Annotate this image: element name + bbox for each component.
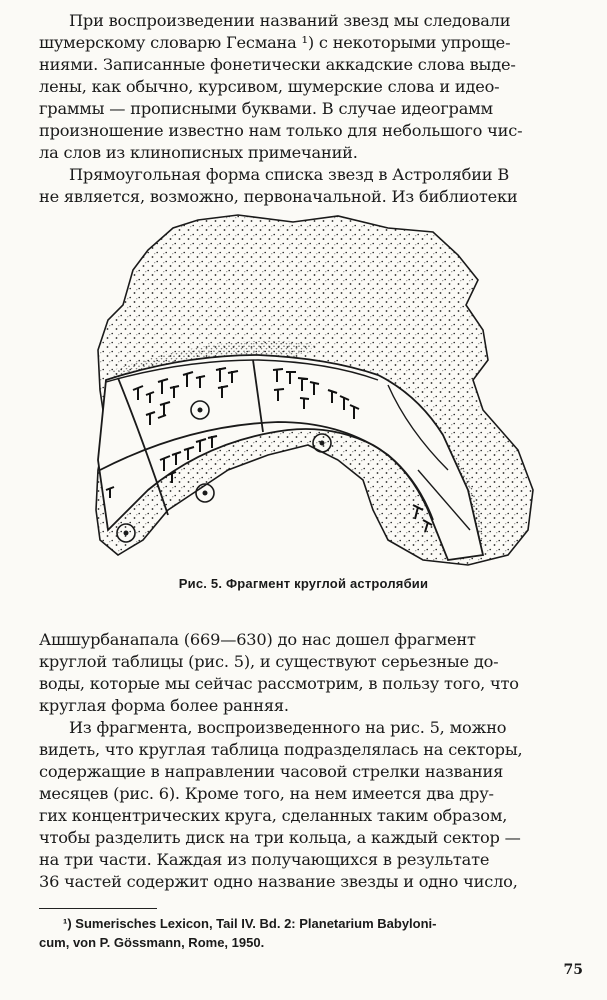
third-paragraph	[39, 629, 583, 717]
text-line: гих концентрических круга, сделанных таким образом,	[39, 806, 508, 825]
text-line: воды, которые мы сейчас рассмотрим, в пользу того, что	[39, 674, 519, 693]
text-line: граммы — прописными буквами. В случае идеограмм	[39, 99, 493, 118]
text-line: шумерскому словарю Гесмана ¹) с некоторыми упроще-	[39, 33, 511, 52]
text-line: Ашшурбанапала (669—630) до нас дошел фрагмент	[39, 630, 476, 649]
text-line: круглая форма более ранняя.	[39, 696, 289, 715]
astrolabe-figure	[88, 210, 550, 570]
astrolabe-fragment-drawing	[88, 210, 550, 570]
text-line: лены, как обычно, курсивом, шумерские слова и идео-	[39, 77, 500, 96]
footnote-line: ¹) Sumerisches Lexicon, Tail IV. Bd. 2: Planetarium Babyloni-	[63, 916, 437, 931]
text-line: При воспроизведении названий звезд мы следовали	[69, 11, 511, 30]
text-line: произношение известно нам только для небольшого чис-	[39, 121, 523, 140]
text-line: ниями. Записанные фонетически аккадские слова выде-	[39, 55, 516, 74]
footnote	[39, 914, 583, 952]
text-line: 36 частей содержит одно название звезды и одно число,	[39, 872, 518, 891]
page-number: 75	[563, 962, 583, 978]
text-line: ла слов из клинописных примечаний.	[39, 143, 358, 162]
text-line: Прямоугольная форма списка звезд в Астролябии В	[69, 165, 510, 184]
circle-dot-marker	[196, 484, 214, 502]
second-paragraph	[39, 164, 583, 208]
top-paragraph	[39, 10, 583, 164]
footnote-divider	[39, 908, 157, 909]
text-line: месяцев (рис. 6). Кроме того, на нем имеется два дру-	[39, 784, 494, 803]
text-line: не является, возможно, первоначальной. Из библиотеки	[39, 187, 518, 206]
text-line: Из фрагмента, воспроизведенного на рис. 5, можно	[69, 718, 507, 737]
text-line: круглой таблицы (рис. 5), и существуют серьезные до-	[39, 652, 499, 671]
text-line: содержащие в направлении часовой стрелки названия	[39, 762, 504, 781]
footnote-line: cum, von P. Gössmann, Rome, 1950.	[39, 935, 265, 950]
fourth-paragraph	[39, 717, 583, 893]
text-line: чтобы разделить диск на три кольца, а каждый сектор —	[39, 828, 521, 847]
text-line: на три части. Каждая из получающихся в результате	[39, 850, 490, 869]
text-line: видеть, что круглая таблица подразделялась на секторы,	[39, 740, 523, 759]
figure-caption: Рис. 5. Фрагмент круглой астролябии	[178, 576, 429, 591]
